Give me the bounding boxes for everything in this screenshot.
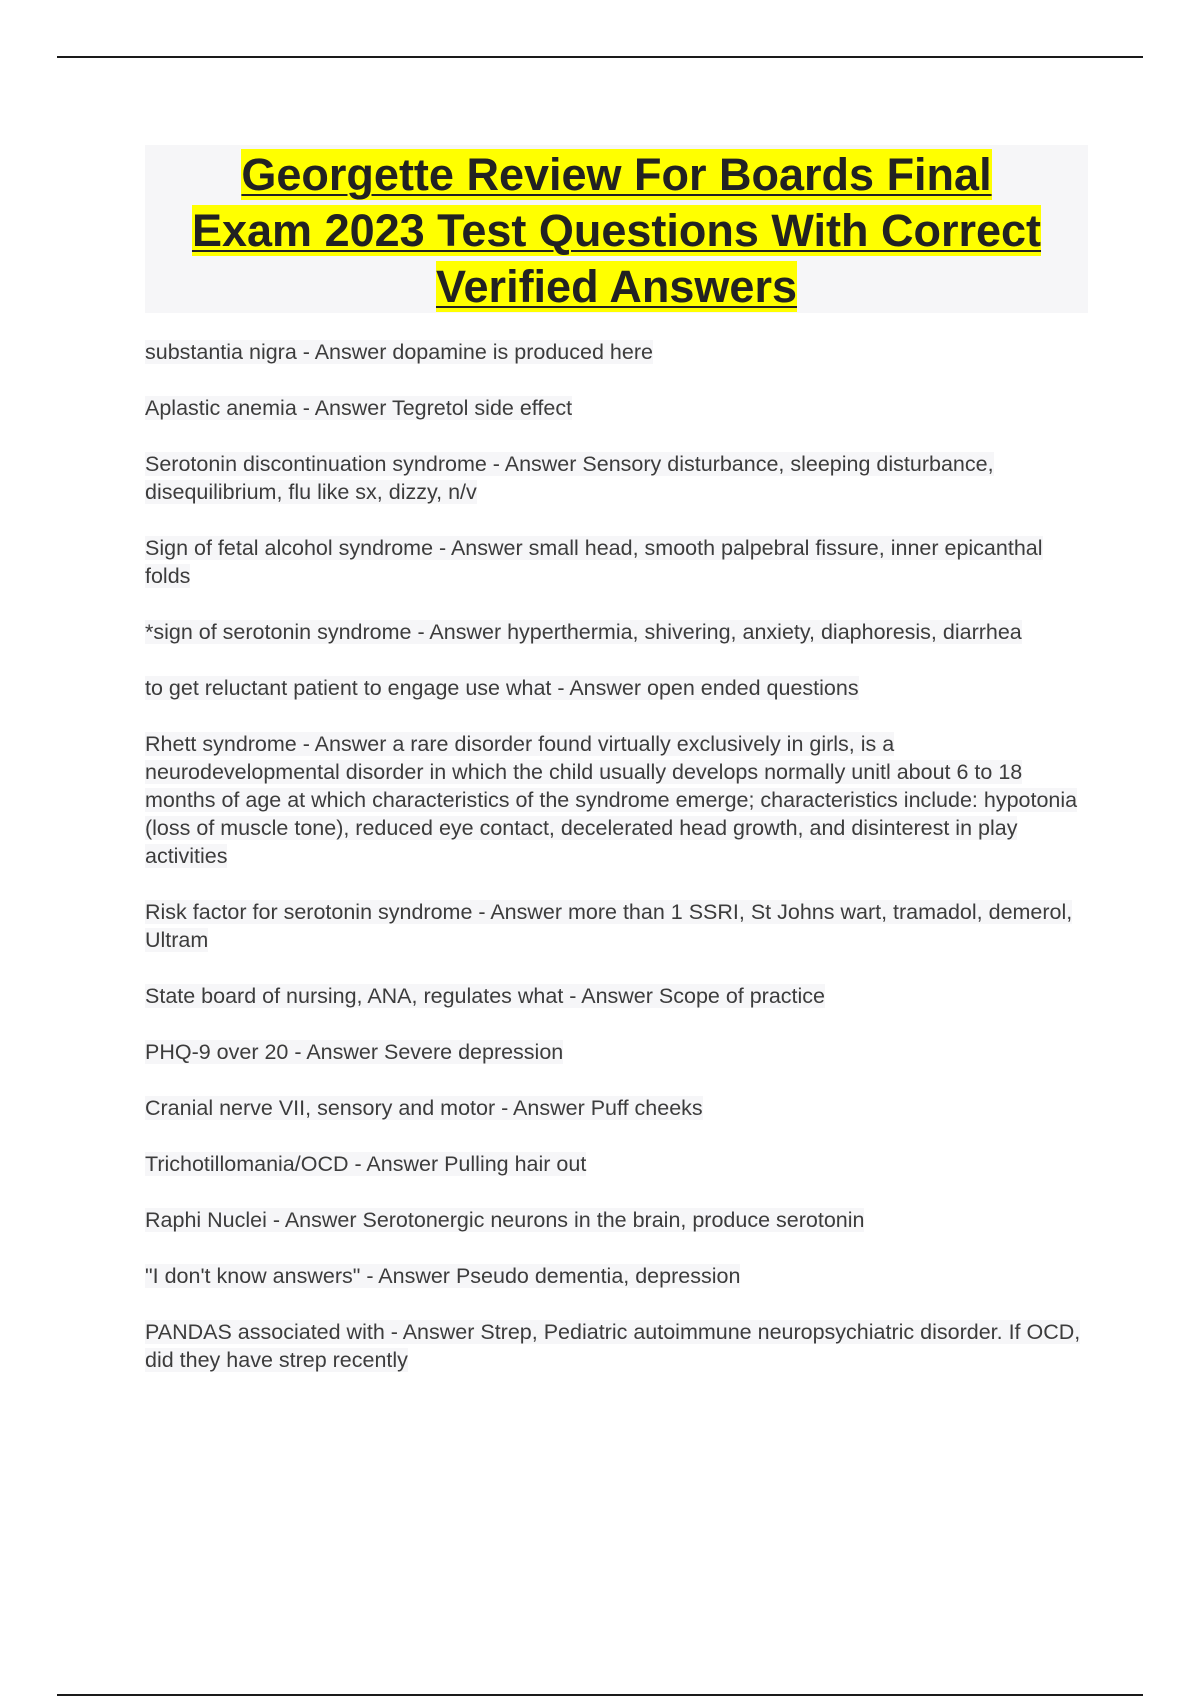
qa-entry-text: Serotonin discontinuation syndrome - Answer Sensory disturbance, sleeping disturbance, disequilibrium, flu like sx, dizzy, n/v [145,452,994,504]
qa-entry-text: Trichotillomania/OCD - Answer Pulling hair out [145,1152,587,1176]
title-line-2: Exam 2023 Test Questions With Correct [191,205,1042,256]
qa-entry-text: "I don't know answers" - Answer Pseudo dementia, depression [145,1264,741,1288]
qa-entry-trichotillomania [145,1150,1088,1178]
qa-entry-text: PHQ-9 over 20 - Answer Severe depression [145,1040,564,1064]
qa-entry-dont-know-answers [145,1262,1088,1290]
qa-entry-pandas [145,1318,1088,1374]
bottom-rule [57,1694,1143,1696]
qa-entry-text: to get reluctant patient to engage use what - Answer open ended questions [145,676,859,700]
qa-entry-aplastic-anemia [145,394,1088,422]
qa-entry-cranial-nerve-vii [145,1094,1088,1122]
qa-list [145,338,1088,1402]
qa-entry-text: State board of nursing, ANA, regulates what - Answer Scope of practice [145,984,826,1008]
top-rule [57,56,1143,58]
qa-entry-text: *sign of serotonin syndrome - Answer hyperthermia, shivering, anxiety, diaphoresis, diarrhea [145,620,1022,644]
qa-entry-text: substantia nigra - Answer dopamine is produced here [145,340,653,364]
qa-entry-substantia-nigra [145,338,1088,366]
qa-entry-text: Risk factor for serotonin syndrome - Answer more than 1 SSRI, St Johns wart, tramadol, demerol, Ultram [145,900,1073,952]
document-title-block [145,145,1088,313]
qa-entry-text: Raphi Nuclei - Answer Serotonergic neurons in the brain, produce serotonin [145,1208,865,1232]
qa-entry-serotonin-syndrome-sign [145,618,1088,646]
qa-entry-text: PANDAS associated with - Answer Strep, Pediatric autoimmune neuropsychiatric disorder. If OCD, did they have strep recently [145,1320,1081,1372]
document-title [145,147,1088,315]
qa-entry-text: Rhett syndrome - Answer a rare disorder found virtually exclusively in girls, is a neurodevelopmental disorder in which the child usually develops normally unitl about 6 to 18 months of age at which characteristics of the syndrome emerge; characteristics include: hypotonia (loss of muscle tone), reduced eye contact, decelerated head growth, and disinterest in play activities [145,732,1078,868]
qa-entry-serotonin-discontinuation [145,450,1088,506]
qa-entry-fetal-alcohol-syndrome [145,534,1088,590]
qa-entry-reluctant-patient [145,674,1088,702]
qa-entry-text: Cranial nerve VII, sensory and motor - Answer Puff cheeks [145,1096,703,1120]
qa-entry-raphi-nuclei [145,1206,1088,1234]
qa-entry-serotonin-risk-factor [145,898,1088,954]
title-line-1: Georgette Review For Boards Final [241,149,992,200]
qa-entry-rhett-syndrome [145,730,1088,870]
title-line-3: Verified Answers [436,261,797,312]
qa-entry-text: Sign of fetal alcohol syndrome - Answer small head, smooth palpebral fissure, inner epicanthal folds [145,536,1043,588]
qa-entry-phq9 [145,1038,1088,1066]
qa-entry-board-of-nursing [145,982,1088,1010]
qa-entry-text: Aplastic anemia - Answer Tegretol side effect [145,396,573,420]
